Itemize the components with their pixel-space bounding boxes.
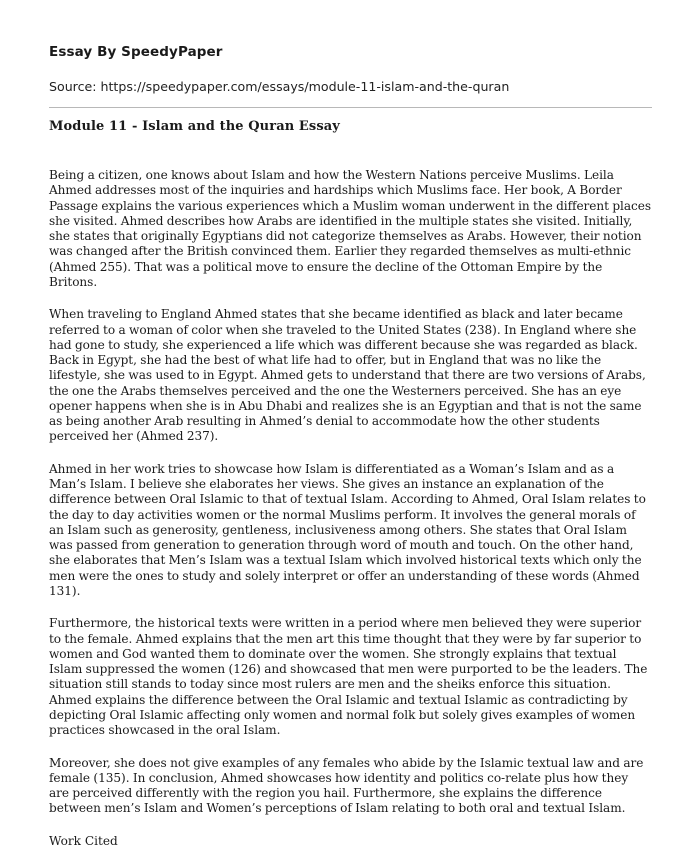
work-cited-heading: Work Cited [49, 833, 118, 848]
brand-heading: Essay By SpeedyPaper [49, 44, 223, 60]
paragraph: Moreover, she does not give examples of any females who abide by the Islamic textual law and are female (135). In conclusion, Ahmed showcases how identity and politics co-relate plus how they are perceived differently with the region you hail. Furthermore, she explains the difference between men’s Islam and Women’s perceptions of Islam relating to both oral and textual Islam. [49, 755, 644, 816]
paragraph: Ahmed in her work tries to showcase how Islam is differentiated as a Woman’s Islam and as a Man’s Islam. I believe she elaborates her views. She gives an instance an explanation of the difference between Oral Islamic to that of textual Islam. According to Ahmed, Oral Islam relates to the day to day activities women or the normal Muslims perform. It involves the general morals of an Islam such as generosity, gentleness, inclusiveness among others. She states that Oral Islam was passed from generation to generation through word of mouth and touch. On the other hand, she elaborates that Men’s Islam was a textual Islam which involved historical texts which only the men were the ones to study and solely interpret or offer an understanding of these words (Ahmed 131). [49, 461, 646, 598]
essay-title: Module 11 - Islam and the Quran Essay [49, 119, 340, 134]
paragraph: When traveling to England Ahmed states that she became identified as black and later became referred to a woman of color when she traveled to the United States (238). In England where she had gone to study, she experienced a life which was different because she was regarded as black. Back in Egypt, she had the best of what life had to offer, but in England that was no like the lifestyle, she was used to in Egypt. Ahmed gets to understand that there are two versions of Arabs, the one the Arabs themselves perceived and the one the Westerners perceived. She has an eye opener happens when she is in Abu Dhabi and realizes she is an Egyptian and that is not the same as being another Arab resulting in Ahmed’s denial to accommodate how the other students perceived her (Ahmed 237). [49, 307, 646, 444]
paragraph: Being a citizen, one knows about Islam and how the Western Nations perceive Muslims. Leila Ahmed addresses most of the inquiries and hardships which Muslims face. Her book, A Border Passage explains the various experiences which a Muslim woman underwent in the different places she visited. Ahmed describes how Arabs are identified in the multiple states she visited. Initially, she states that originally Egyptians did not categorize themselves as Arabs. However, their notion was changed after the British convinced them. Earlier they regarded themselves as multi-ethnic (Ahmed 255). That was a political move to ensure the decline of the Ottoman Empire by the Britons. [49, 168, 651, 289]
document-header [49, 44, 649, 94]
source-line: Source: https://speedypaper.com/essays/module-11-islam-and-the-quran [49, 79, 510, 94]
paragraph: Furthermore, the historical texts were written in a period where men believed they were superior to the female. Ahmed explains that the men art this time thought that they were by far superior to women and God wanted them to dominate over the women. She strongly explains that textual Islam suppressed the women (126) and showcased that men were purported to be the leaders. The situation still stands to today since most rulers are men and the sheiks enforce this situation. Ahmed explains the difference between the Oral Islamic and textual Islamic as contradicting by depicting Oral Islamic affecting only women and normal folk but solely gives examples of women practices showcased in the oral Islam. [49, 616, 648, 738]
header-divider [49, 107, 652, 108]
essay-body [49, 168, 651, 848]
